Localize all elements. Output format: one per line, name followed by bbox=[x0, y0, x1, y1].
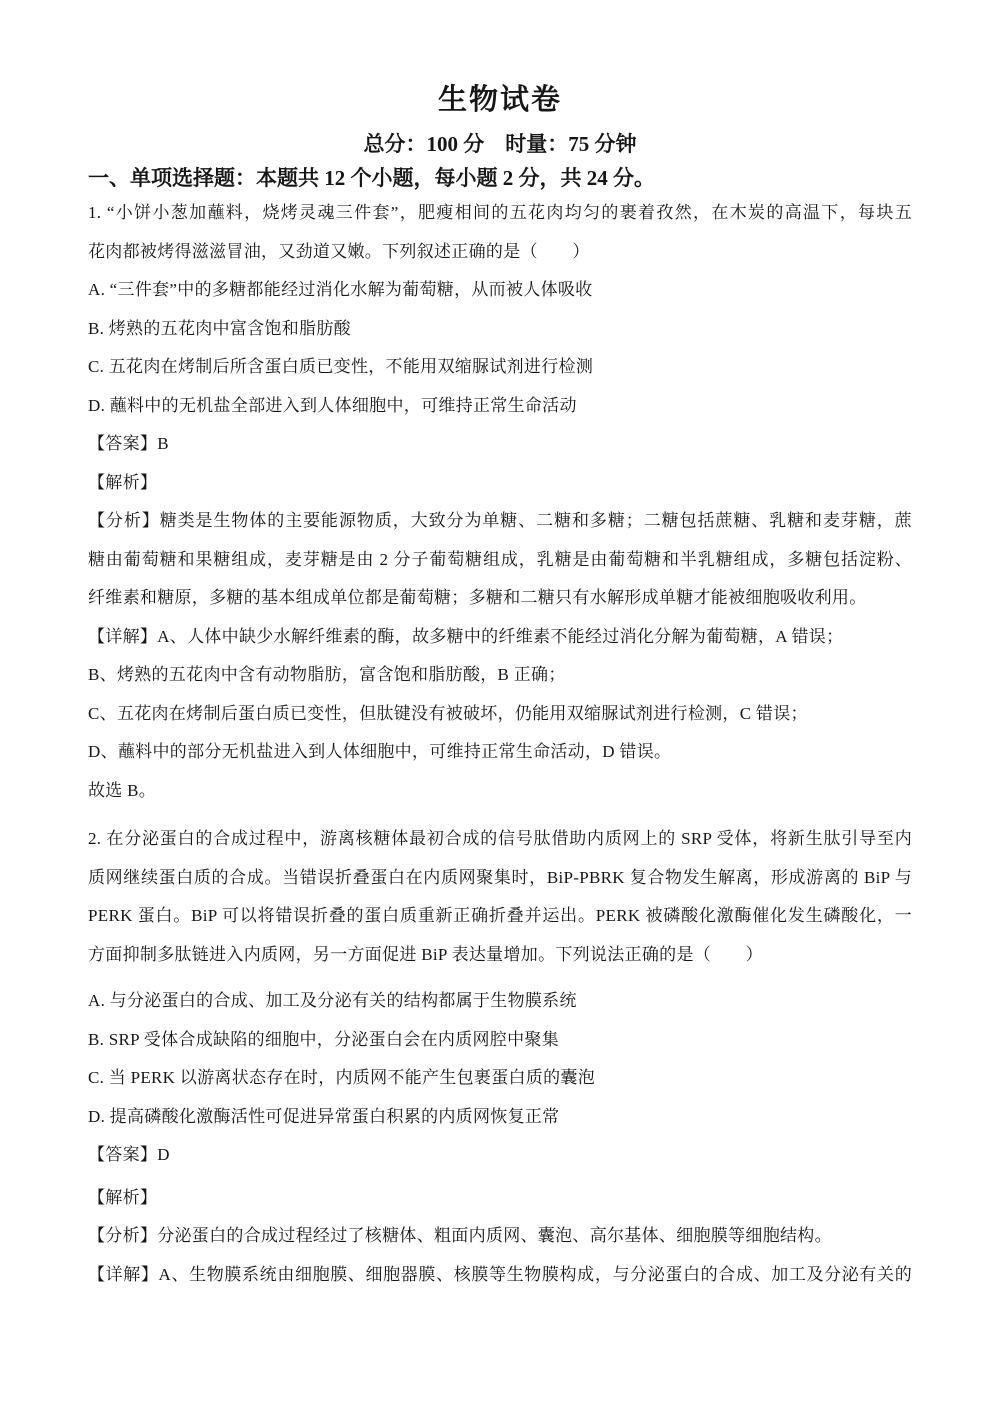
q1-option-d: D. 蘸料中的无机盐全部进入到人体细胞中，可维持正常生命活动 bbox=[88, 395, 577, 415]
q2-answer: 【答案】D bbox=[88, 1145, 170, 1164]
q1-option-c: C. 五花肉在烤制后所含蛋白质已变性，不能用双缩脲试剂进行检测 bbox=[88, 357, 594, 376]
exam-meta: 总分：100 分 时量：75 分钟 bbox=[363, 132, 637, 156]
q2-option-c: C. 当 PERK 以游离状态存在时，内质网不能产生包裹蛋白质的囊泡 bbox=[88, 1068, 595, 1087]
q2-stem-line-4: 方面抑制多肽链进入内质网，另一方面促进 BiP 表达量增加。下列说法正确的是（ ） bbox=[88, 944, 763, 964]
page-title: 生物试卷 bbox=[437, 84, 562, 116]
q1-detail-line-c: C、五花肉在烤制后蛋白质已变性，但肽键没有被破坏，仍能用双缩脲试剂进行检测，C 错误； bbox=[88, 703, 808, 723]
q1-option-b: B. 烤熟的五花肉中富含饱和脂肪酸 bbox=[88, 318, 351, 338]
section-heading: 一、单项选择题：本题共 12 个小题，每小题 2 分，共 24 分。 bbox=[88, 166, 655, 190]
q2-option-b: B. SRP 受体合成缺陷的细胞中，分泌蛋白会在内质网腔中聚集 bbox=[88, 1029, 560, 1049]
q2-detail-line-1: 【详解】A、生物膜系统由细胞膜、细胞器膜、核膜等生物膜构成，与分泌蛋白的合成、加工及分泌有关的 bbox=[88, 1264, 912, 1284]
q1-analysis-label: 【解析】 bbox=[88, 472, 158, 492]
q2-analysis-label: 【解析】 bbox=[88, 1187, 158, 1207]
q1-detail-line-a: 【详解】A、人体中缺少水解纤维素的酶，故多糖中的纤维素不能经过消化分解为葡萄糖，A 错误； bbox=[88, 626, 844, 646]
q2-analysis-line-1: 【分析】分泌蛋白的合成过程经过了核糖体、粗面内质网、囊泡、高尔基体、细胞膜等细胞结构。 bbox=[88, 1226, 832, 1245]
q1-option-a: A. “三件套”中的多糖都能经过消化水解为葡萄糖，从而被人体吸收 bbox=[88, 280, 593, 299]
document-body bbox=[88, 194, 912, 1294]
q1-answer: 【答案】B bbox=[88, 434, 169, 453]
q2-stem-line-2: 质网继续蛋白质的合成。当错误折叠蛋白在内质网聚集时，BiP-PBRK 复合物发生解离，形成游离的 BiP 与 bbox=[88, 867, 912, 887]
q1-stem-line-2: 花肉都被烤得滋滋冒油，又劲道又嫩。下列叙述正确的是（ ） bbox=[88, 241, 590, 261]
q2-option-a: A. 与分泌蛋白的合成、加工及分泌有关的结构都属于生物膜系统 bbox=[88, 991, 577, 1010]
q1-detail-line-d: D、蘸料中的部分无机盐进入到人体细胞中，可维持正常生命活动，D 错误。 bbox=[88, 742, 672, 761]
q1-analysis-line-2: 糖由葡萄糖和果糖组成，麦芽糖是由 2 分子葡萄糖组成，乳糖是由葡萄糖和半乳糖组成，多糖包括淀粉、 bbox=[88, 549, 912, 569]
q2-stem-line-1: 2. 在分泌蛋白的合成过程中，游离核糖体最初合成的信号肽借助内质网上的 SRP 受体，将新生肽引导至内 bbox=[88, 829, 912, 848]
q2-stem-line-3: PERK 蛋白。BiP 可以将错误折叠的蛋白质重新正确折叠并运出。PERK 被磷酸化激酶催化发生磷酸化，一 bbox=[88, 906, 912, 925]
q1-stem-line-1: 1. “小饼小葱加蘸料，烧烤灵魂三件套”，肥瘦相间的五花肉均匀的裹着孜然，在木炭的高温下，每块五 bbox=[88, 203, 912, 222]
q1-detail-line-b: B、烤熟的五花肉中含有动物脂肪，富含饱和脂肪酸，B 正确； bbox=[88, 665, 566, 684]
q1-analysis-line-1: 【分析】糖类是生物体的主要能源物质，大致分为单糖、二糖和多糖；二糖包括蔗糖、乳糖和麦芽糖，蔗 bbox=[88, 511, 912, 530]
q1-conclusion: 故选 B。 bbox=[88, 780, 157, 800]
q2-option-d: D. 提高磷酸化激酶活性可促进异常蛋白积累的内质网恢复正常 bbox=[88, 1106, 560, 1126]
q1-analysis-line-3: 纤维素和糖原，多糖的基本组成单位都是葡萄糖；多糖和二糖只有水解形成单糖才能被细胞吸收利用。 bbox=[88, 588, 867, 607]
